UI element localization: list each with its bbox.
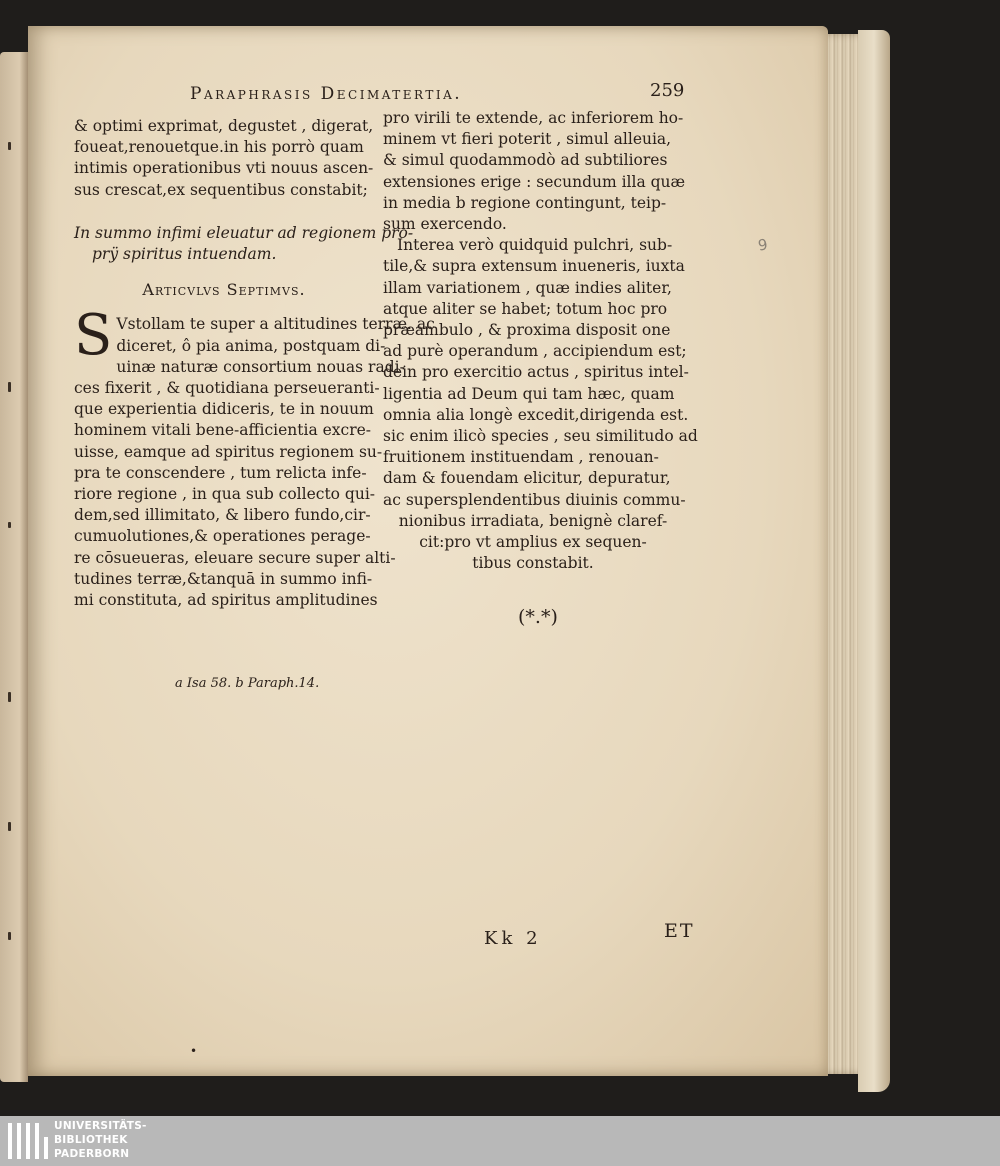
ink-speck	[8, 382, 11, 392]
ink-speck	[8, 522, 11, 528]
text-line: ad purè operandum , accipiendum est;	[383, 342, 687, 361]
text-line: & simul quodammodò ad subtiliores	[383, 151, 668, 170]
ink-speck	[8, 692, 11, 702]
article-heading: Articvlvs Septimvs.	[142, 280, 306, 300]
text-line: sus crescat,ex sequentibus constabit;	[74, 180, 368, 199]
text-line: cumuolutiones,& operationes perage-	[74, 527, 371, 546]
text-line: diceret, ô pia anima, postquam di-	[116, 336, 386, 355]
text-line: dem,sed illimitato, & libero fundo,cir-	[74, 506, 371, 525]
text-line: Interea verò quidquid pulchri, sub-	[397, 236, 673, 255]
text-line: re cōsueueras, eleuare secure super alti-	[74, 548, 396, 567]
text-line: mi constituta, ad spiritus amplitudines	[74, 591, 378, 610]
text-line: omnia alia longè excedit,dirigenda est.	[383, 405, 689, 424]
text-line: sic enim ilicò species , seu similitudo ad	[383, 427, 698, 446]
asterism-ornament: (*.*)	[518, 606, 558, 628]
text-line: atque aliter se habet; totum hoc pro	[383, 299, 668, 318]
ink-speck	[8, 932, 11, 940]
book-cover-edge	[858, 30, 890, 1092]
library-name-line: BIBLIOTHEK	[54, 1134, 128, 1146]
text-line: foueat,renouetque.in his porrò quam	[74, 138, 364, 157]
text-line: pra te conscendere , tum relicta infe-	[74, 463, 367, 482]
text-line: ligentia ad Deum qui tam hæc, quam	[383, 384, 675, 403]
signature-mark: Kk 2	[484, 928, 542, 949]
text-line: & optimi exprimat, degustet , digerat,	[74, 117, 374, 135]
text-line: tile,& supra extensum inueneris, iuxta	[383, 257, 685, 276]
text-line: dam & fouendam elicitur, depuratur,	[383, 469, 671, 488]
text-line: hominem vitali bene-afficientia excre-	[74, 421, 372, 440]
library-name	[54, 1119, 147, 1161]
library-name-line: UNIVERSITÄTS-	[54, 1120, 147, 1132]
closing-line: tibus constabit.	[472, 554, 594, 573]
drop-capital: S	[74, 303, 113, 369]
text-line: sum exercendo.	[383, 215, 507, 234]
text-line: riore regione , in qua sub collecto qui-	[74, 485, 376, 504]
library-logo-icon	[8, 1123, 48, 1159]
facing-page-edge	[0, 52, 28, 1082]
text-line: in media b regione contingunt, teip-	[383, 193, 667, 212]
ink-dot: •	[190, 1044, 198, 1058]
text-line: dein pro exercitio actus , spiritus intel-	[383, 363, 689, 382]
footnote: a Isa 58. b Paraph.14.	[175, 676, 320, 691]
page-number: 259	[650, 80, 685, 101]
text-line: intimis operationibus vti nouus ascen-	[74, 159, 374, 178]
text-line: uinæ naturæ consortium nouas radi-	[116, 357, 405, 376]
closing-line: nionibus irradiata, benignè claref-	[398, 511, 668, 530]
text-line: ces fixerit , & quotidiana perseueranti-	[74, 379, 380, 398]
ink-speck	[8, 142, 11, 150]
running-title: Paraphrasis Decimatertia.	[190, 84, 463, 104]
pencil-annotation: 9	[756, 235, 769, 255]
text-line: uisse, eamque ad spiritus regionem su-	[74, 442, 383, 461]
library-name-line: PADERBORN	[54, 1148, 130, 1160]
summary-line: In summo infimi eleuatur ad regionem pro-	[74, 223, 414, 242]
closing-line: cit:pro vt amplius ex sequen-	[419, 533, 647, 552]
left-column	[74, 116, 435, 611]
text-line: que experientia didiceris, te in nouum	[74, 400, 374, 419]
text-line: tudines terræ,&tanquā in summo infi-	[74, 569, 373, 588]
text-line: pro virili te extende, ac inferiorem ho-	[383, 109, 684, 127]
text-line: præambulo , & proxima disposit one	[383, 321, 671, 340]
summary-line: prÿ spiritus intuendam.	[92, 245, 277, 264]
text-line: Vstollam te super a altitudines terræ. ac	[116, 315, 435, 334]
catchword: ET	[664, 920, 695, 942]
text-line: fruitionem instituendam , renouan-	[383, 448, 659, 467]
text-line: illam variationem , quæ indies aliter,	[383, 278, 672, 297]
text-line: ac supersplendentibus diuinis commu-	[383, 490, 686, 509]
ink-speck	[8, 822, 11, 831]
library-footer-bar	[0, 1116, 1000, 1166]
text-line: minem vt fieri poterit , simul alleuia,	[383, 130, 672, 149]
text-line: extensiones erige : secundum illa quæ	[383, 172, 686, 191]
right-column	[383, 108, 698, 574]
